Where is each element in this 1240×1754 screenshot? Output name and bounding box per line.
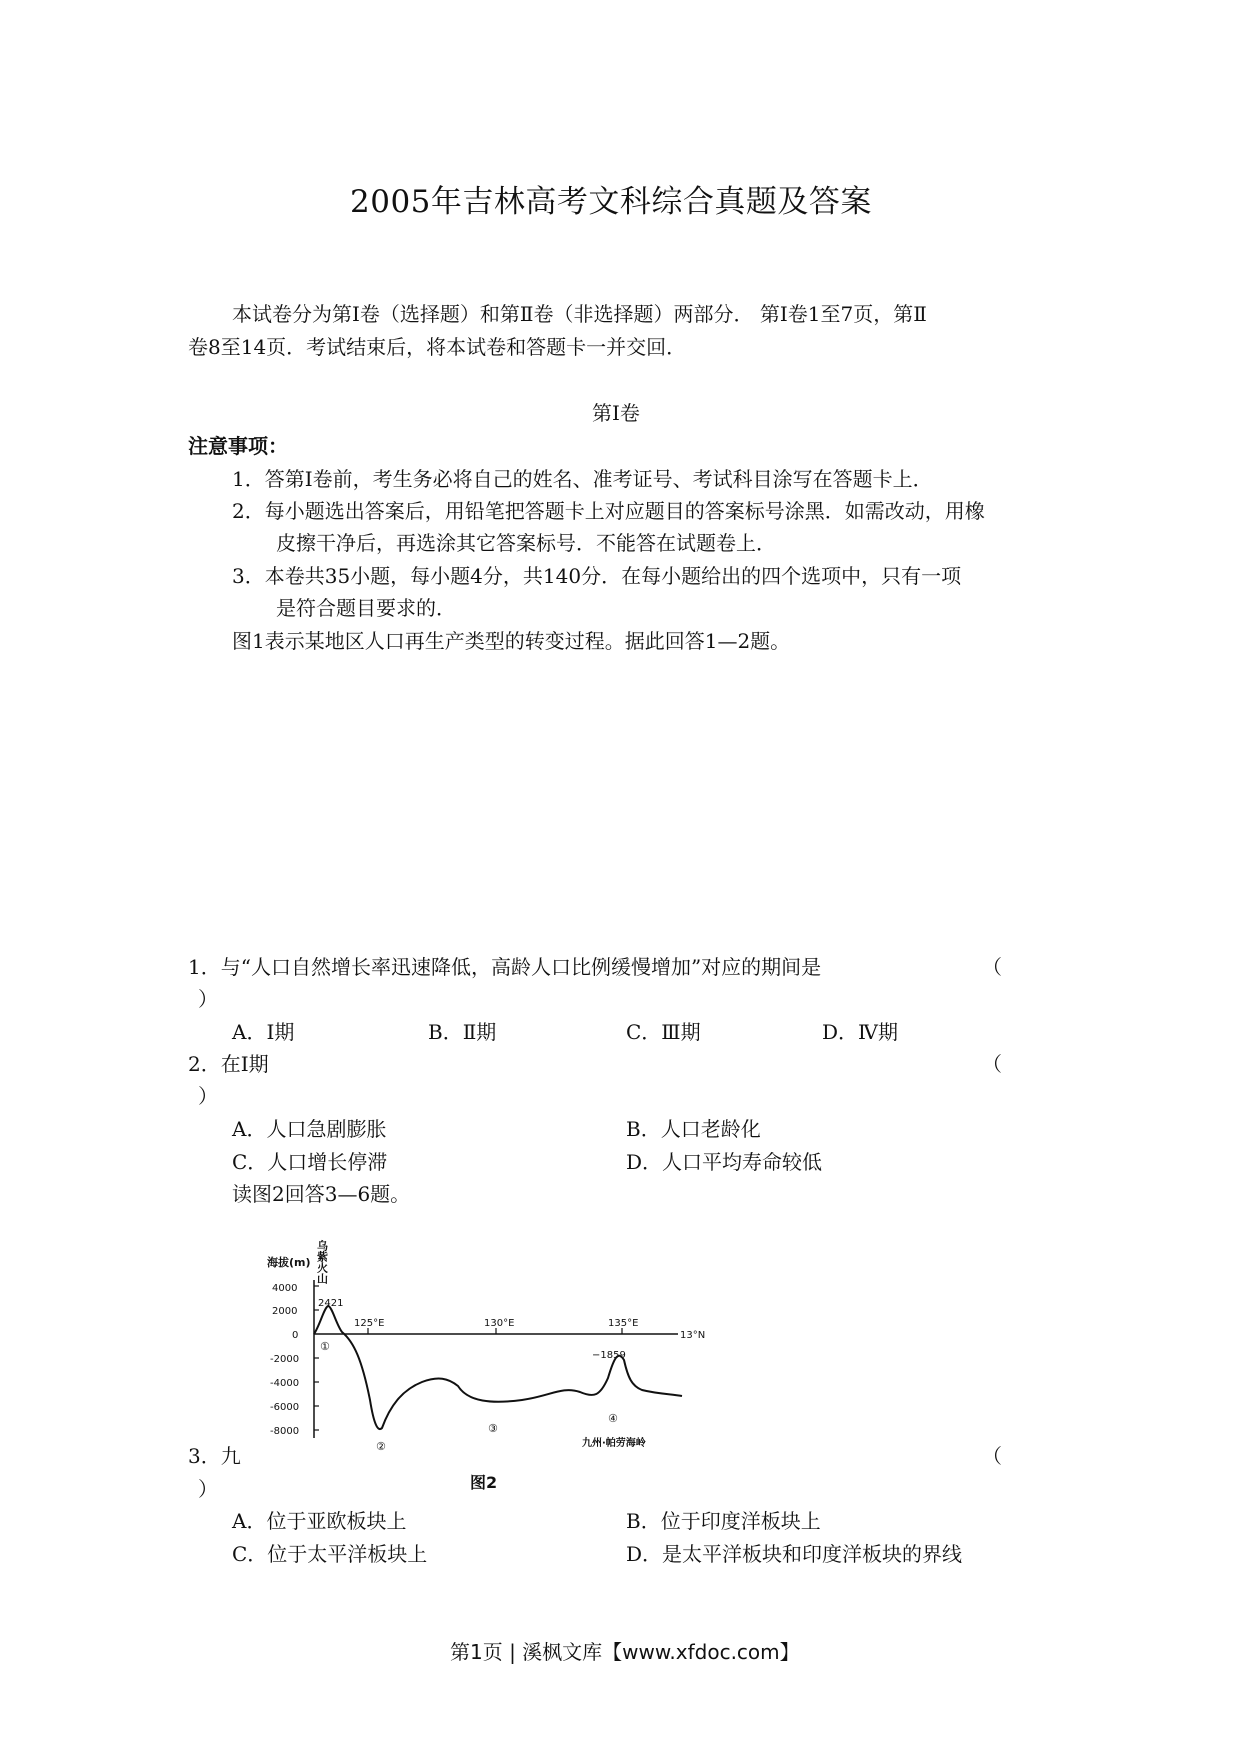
- q2-open-paren: （: [982, 1052, 1002, 1076]
- section-title: 第Ⅰ卷: [592, 401, 640, 425]
- y-tick-m8000: -8000: [270, 1426, 300, 1437]
- marker-2: ②: [376, 1440, 386, 1453]
- y-axis-label: 海拔(m): [267, 1256, 311, 1269]
- y-tick-m6000: -6000: [270, 1402, 300, 1413]
- q1-option-b[interactable]: B．Ⅱ期: [428, 1020, 497, 1044]
- q1-option-a[interactable]: A．Ⅰ期: [232, 1020, 295, 1044]
- intro-line-1: 本试卷分为第Ⅰ卷（选择题）和第Ⅱ卷（非选择题）两部分． 第Ⅰ卷1至7页，第Ⅱ: [232, 302, 927, 326]
- q1-option-d[interactable]: D．Ⅳ期: [822, 1020, 899, 1044]
- q2-stem: 2．在Ⅰ期: [188, 1052, 269, 1076]
- q2-option-d[interactable]: D．人口平均寿命较低: [626, 1150, 823, 1174]
- figure-caption: 图2: [470, 1473, 498, 1492]
- notice-item-3-line-2: 是符合题目要求的．: [276, 596, 456, 620]
- axis-end-label: 13°N: [680, 1330, 706, 1341]
- figure-2-profile: [262, 1210, 722, 1500]
- top-label: 乌紫火山: [315, 1240, 329, 1284]
- q1-open-paren: （: [982, 955, 1002, 979]
- y-tick-2000: 2000: [272, 1306, 298, 1317]
- marker-4: ④: [608, 1412, 618, 1425]
- q3-option-d[interactable]: D．是太平洋板块和印度洋板块的界线: [626, 1542, 963, 1566]
- q3-open-paren: （: [982, 1444, 1002, 1468]
- notice-item-2-line-1: 2．每小题选出答案后，用铅笔把答题卡上对应题目的答案标号涂黑．如需改动，用橡: [232, 499, 985, 523]
- y-tick-4000: 4000: [272, 1283, 298, 1294]
- peak-label: 2421: [318, 1298, 344, 1309]
- y-tick-m4000: -4000: [270, 1378, 300, 1389]
- notice-item-3-line-1: 3．本卷共35小题，每小题4分，共140分．在每小题给出的四个选项中，只有一项: [232, 564, 962, 588]
- q1-close-paren: ）: [198, 987, 218, 1011]
- q2-close-paren: ）: [198, 1084, 218, 1108]
- notice-item-1: 1．答第Ⅰ卷前，考生务必将自己的姓名、准考证号、考试科目涂写在答题卡上．: [232, 467, 933, 491]
- fig2-prompt: 读图2回答3—6题。: [232, 1182, 411, 1206]
- fig1-prompt: 图1表示某地区人口再生产类型的转变过程。据此回答1—2题。: [232, 629, 791, 653]
- q3-option-b[interactable]: B．位于印度洋板块上: [626, 1509, 821, 1533]
- q3-close-paren: ）: [198, 1477, 218, 1501]
- x-tick-125e: 125°E: [354, 1318, 385, 1329]
- bottom-label: 九州·帕劳海岭: [582, 1438, 646, 1449]
- marker-1: ①: [320, 1340, 330, 1353]
- ridge-label: −1859: [592, 1350, 626, 1361]
- y-tick-0: 0: [292, 1330, 299, 1341]
- q2-option-b[interactable]: B．人口老龄化: [626, 1117, 761, 1141]
- page-footer: 第1页 | 溪枫文库【www.xfdoc.com】: [450, 1640, 800, 1664]
- q1-option-c[interactable]: C．Ⅲ期: [626, 1020, 701, 1044]
- notice-item-2-line-2: 皮擦干净后，再选涂其它答案标号．不能答在试题卷上．: [276, 531, 776, 555]
- x-tick-135e: 135°E: [608, 1318, 639, 1329]
- marker-3: ③: [488, 1422, 498, 1435]
- page-title: 2005年吉林高考文科综合真题及答案: [350, 184, 872, 220]
- q3-option-c[interactable]: C．位于太平洋板块上: [232, 1542, 428, 1566]
- notice-heading: 注意事项：: [188, 434, 288, 458]
- q2-option-a[interactable]: A．人口急剧膨胀: [232, 1117, 387, 1141]
- intro-line-2: 卷8至14页．考试结束后，将本试卷和答题卡一并交回．: [188, 335, 687, 359]
- x-tick-130e: 130°E: [484, 1318, 515, 1329]
- q2-option-c[interactable]: C．人口增长停滞: [232, 1150, 388, 1174]
- q3-stem: 3．九: [188, 1444, 241, 1468]
- q1-stem: 1．与“人口自然增长率迅速降低，高龄人口比例缓慢增加”对应的期间是: [188, 955, 822, 979]
- q3-option-a[interactable]: A．位于亚欧板块上: [232, 1509, 407, 1533]
- y-tick-m2000: -2000: [270, 1354, 300, 1365]
